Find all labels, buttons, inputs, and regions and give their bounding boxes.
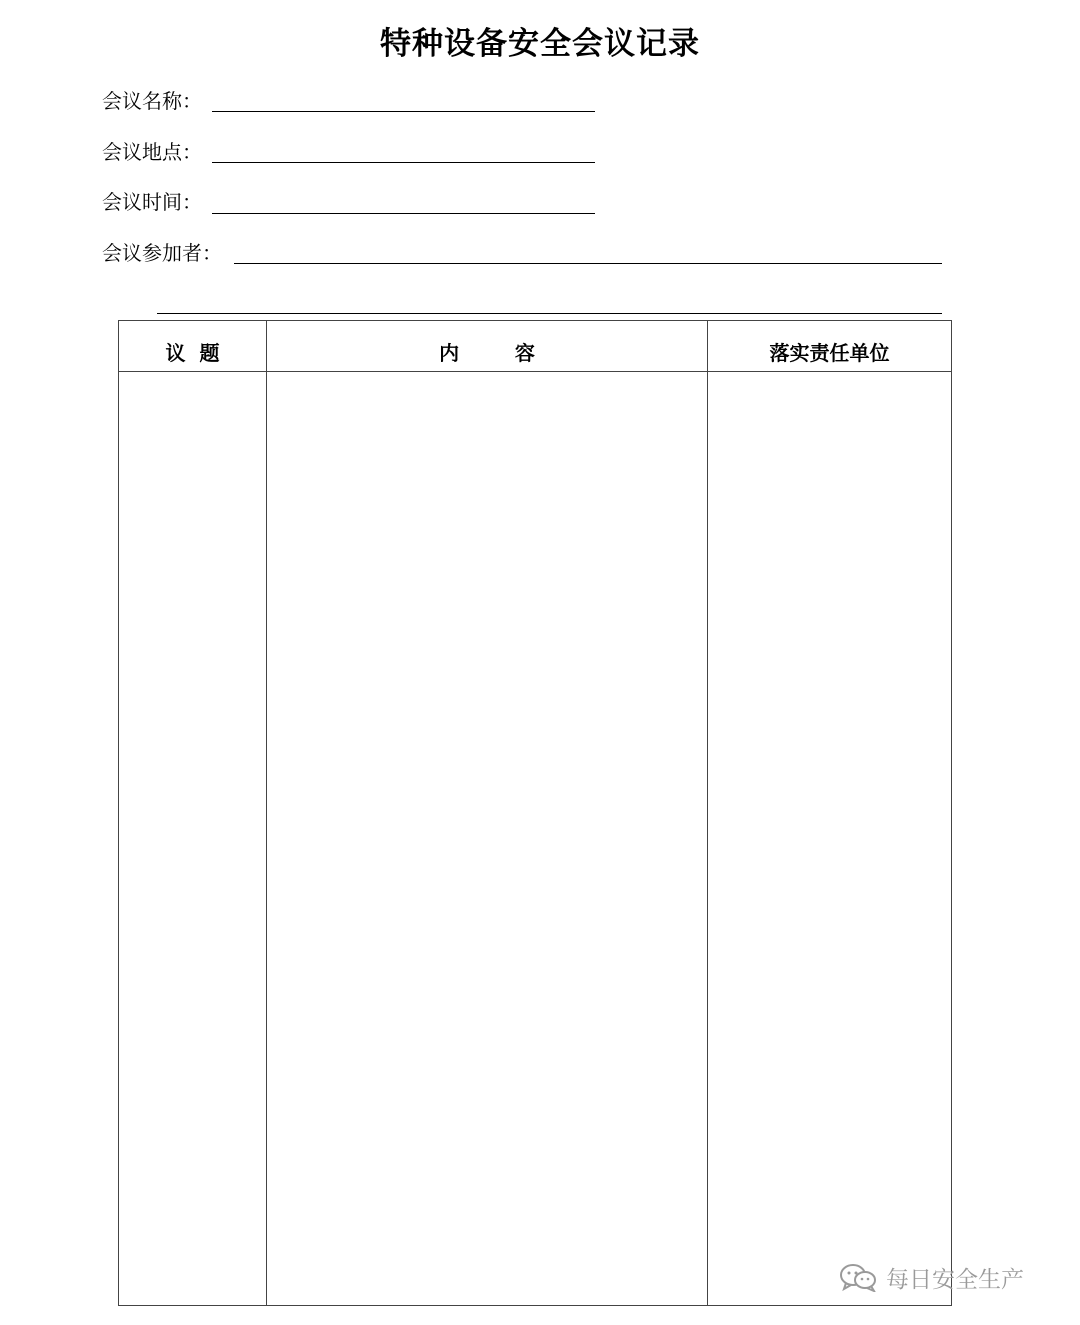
header-topic: 议 题 <box>165 341 220 365</box>
header-responsible-unit: 落实责任单位 <box>769 341 890 365</box>
page-title: 特种设备安全会议记录 <box>380 26 700 62</box>
meeting-participants-field[interactable] <box>234 263 942 264</box>
meeting-name-label: 会议名称： <box>102 89 202 113</box>
header-content: 内 容 <box>439 341 535 365</box>
wechat-icon <box>838 1262 880 1292</box>
watermark <box>838 1262 1024 1292</box>
meeting-location-label: 会议地点： <box>102 140 202 164</box>
topic-cell[interactable] <box>119 372 266 1305</box>
watermark-text: 每日安全生产 <box>886 1266 1024 1293</box>
meeting-participants-label: 会议参加者： <box>102 241 222 265</box>
meeting-time-field[interactable] <box>212 213 595 214</box>
content-cell[interactable] <box>267 372 707 1305</box>
meeting-name-field[interactable] <box>212 111 595 112</box>
meeting-time-label: 会议时间： <box>102 190 202 214</box>
responsible-unit-cell[interactable] <box>708 372 951 1305</box>
participants-continuation-line[interactable] <box>157 313 942 314</box>
meeting-location-field[interactable] <box>212 162 595 163</box>
minutes-table <box>118 320 952 1306</box>
